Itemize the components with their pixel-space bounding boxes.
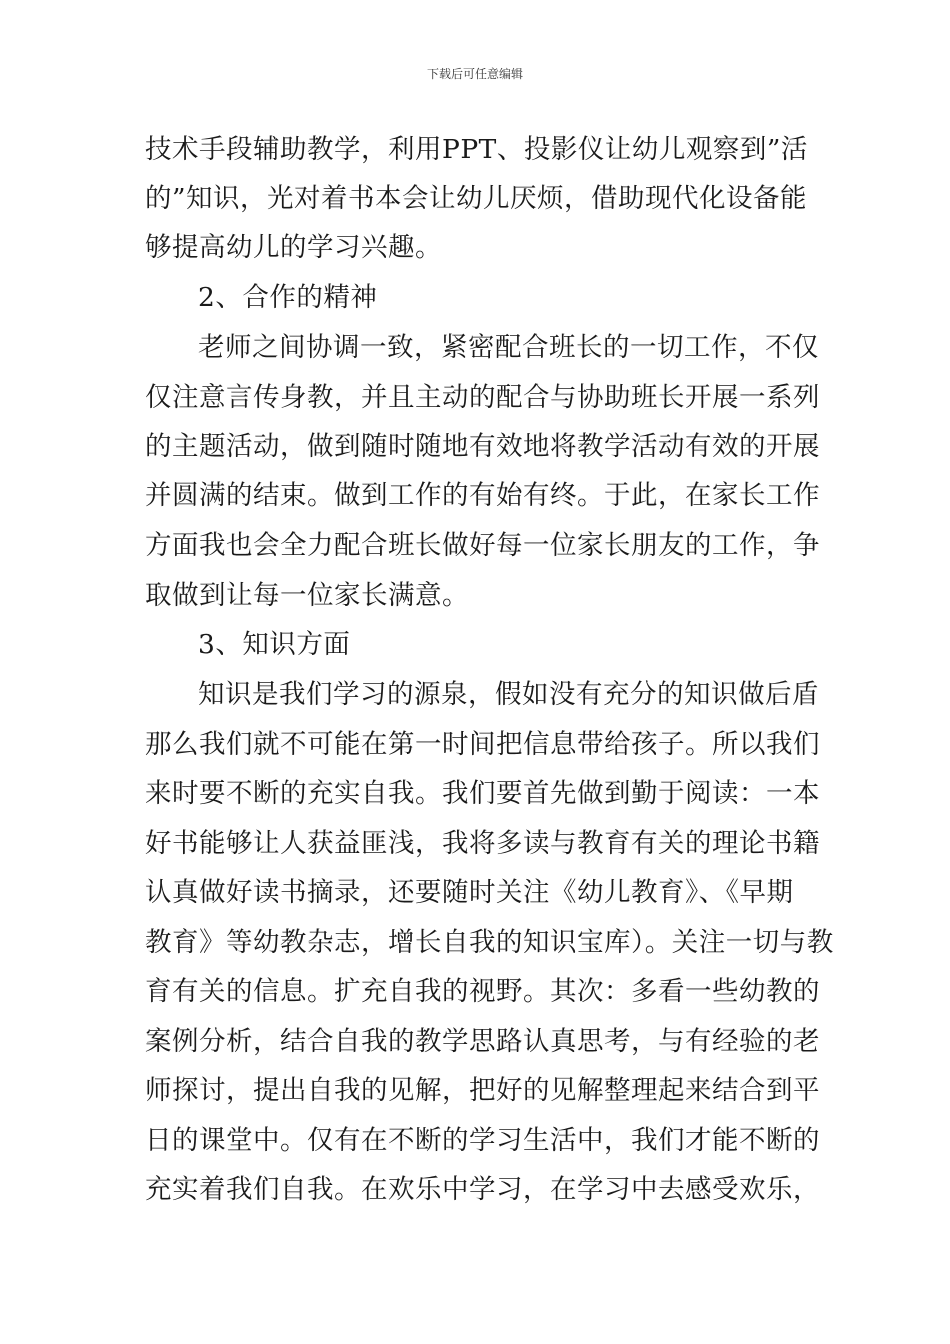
text-line: 认真做好读书摘录，还要随时关注《幼儿教育》、《早期 — [145, 877, 794, 908]
text-line: 取做到让每一位家长满意。 — [145, 580, 469, 611]
text-line: 的”知识，光对着书本会让幼儿厌烦，借助现代化设备能 — [145, 183, 808, 214]
text-line: 来时要不断的充实自我。我们要首先做到勤于阅读：一本 — [145, 778, 820, 809]
text-line: 那么我们就不可能在第一时间把信息带给孩子。所以我们 — [145, 729, 820, 760]
text-line: 日的课堂中。仅有在不断的学习生活中，我们才能不断的 — [145, 1125, 820, 1156]
text-line: 好书能够让人获益匪浅，我将多读与教育有关的理论书籍 — [145, 828, 820, 859]
text-line: 的主题活动，做到随时随地有效地将教学活动有效的开展 — [145, 431, 820, 462]
text-line: 师探讨，提出自我的见解，把好的见解整理起来结合到平 — [145, 1075, 820, 1106]
text-line: 技术手段辅助教学，利用PPT、投影仪让幼儿观察到”活 — [145, 134, 808, 165]
text-line: 教育》等幼教杂志，增长自我的知识宝库）。关注一切与教 — [145, 927, 834, 958]
text-line: 知识是我们学习的源泉，假如没有充分的知识做后盾 — [198, 679, 819, 710]
text-line: 案例分析，结合自我的教学思路认真思考，与有经验的老 — [145, 1026, 820, 1057]
text-line: 够提高幼儿的学习兴趣。 — [145, 232, 442, 263]
section-heading: 3、知识方面 — [198, 629, 351, 660]
text-line: 并圆满的结束。做到工作的有始有终。于此，在家长工作 — [145, 480, 820, 511]
text-line: 方面我也会全力配合班长做好每一位家长朋友的工作，争 — [145, 530, 820, 561]
text-line: 充实着我们自我。在欢乐中学习，在学习中去感受欢乐， — [145, 1174, 820, 1205]
text-line: 老师之间协调一致，紧密配合班长的一切工作，不仅 — [198, 332, 819, 363]
text-line: 仅注意言传身教，并且主动的配合与协助班长开展一系列 — [145, 382, 820, 413]
text-line: 育有关的信息。扩充自我的视野。其次：多看一些幼教的 — [145, 976, 820, 1007]
page-header: 下载后可任意编辑 — [426, 67, 523, 81]
section-heading: 2、合作的精神 — [198, 282, 378, 313]
